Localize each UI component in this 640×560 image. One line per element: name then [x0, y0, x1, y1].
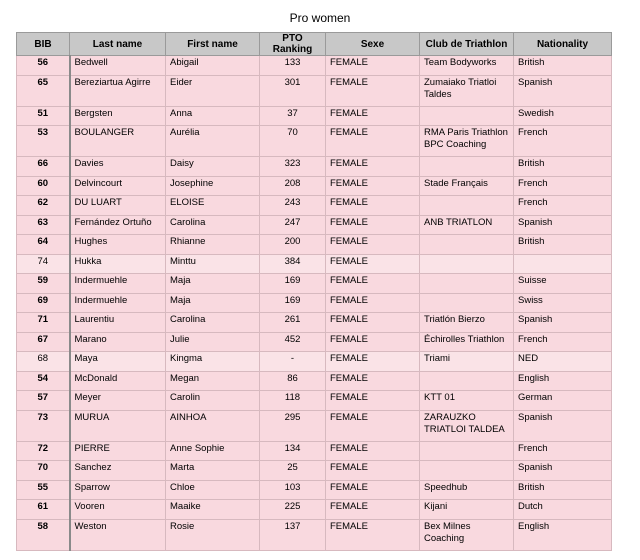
cell-nationality[interactable]: French — [514, 441, 612, 461]
cell-sexe[interactable]: FEMALE — [326, 176, 420, 196]
table-row — [17, 332, 612, 352]
cell-bib[interactable]: 68 — [17, 352, 70, 372]
cell-pto-ranking[interactable]: 295 — [260, 410, 326, 441]
cell-club[interactable]: Kijani — [420, 500, 514, 520]
cell-first-name[interactable]: Aurélia — [166, 126, 260, 157]
cell-sexe[interactable]: FEMALE — [326, 274, 420, 294]
cell-last-name[interactable]: Sparrow — [70, 480, 166, 500]
cell-club[interactable]: RMA Paris Triathlon BPC Coaching — [420, 126, 514, 157]
cell-club[interactable]: Team Bodyworks — [420, 56, 514, 76]
cell-nationality[interactable] — [514, 254, 612, 274]
cell-first-name[interactable]: Carolina — [166, 215, 260, 235]
cell-club[interactable] — [420, 293, 514, 313]
cell-sexe[interactable]: FEMALE — [326, 293, 420, 313]
cell-sexe[interactable]: FEMALE — [326, 461, 420, 481]
cell-first-name[interactable]: Maja — [166, 293, 260, 313]
cell-last-name[interactable]: Vooren — [70, 500, 166, 520]
cell-sexe[interactable]: FEMALE — [326, 313, 420, 333]
cell-pto-ranking[interactable]: 384 — [260, 254, 326, 274]
table-row — [17, 176, 612, 196]
cell-club[interactable] — [420, 274, 514, 294]
cell-last-name[interactable]: Davies — [70, 157, 166, 177]
cell-first-name[interactable]: Anne Sophie — [166, 441, 260, 461]
cell-last-name[interactable]: BOULANGER — [70, 126, 166, 157]
cell-sexe[interactable]: FEMALE — [326, 410, 420, 441]
table-header-row — [17, 33, 612, 56]
cell-first-name[interactable]: Josephine — [166, 176, 260, 196]
cell-bib[interactable]: 54 — [17, 371, 70, 391]
cell-club[interactable]: ZARAUZKO TRIATLOI TALDEA — [420, 410, 514, 441]
cell-nationality[interactable]: French — [514, 196, 612, 216]
cell-first-name[interactable]: AINHOA — [166, 410, 260, 441]
cell-last-name[interactable]: Meyer — [70, 391, 166, 411]
cell-sexe[interactable]: FEMALE — [326, 441, 420, 461]
table-row — [17, 235, 612, 255]
cell-sexe[interactable]: FEMALE — [326, 332, 420, 352]
cell-nationality[interactable]: Dutch — [514, 500, 612, 520]
table-row — [17, 313, 612, 333]
cell-first-name[interactable]: Chloe — [166, 480, 260, 500]
column-header-club[interactable]: Club de Triathlon — [420, 33, 514, 56]
table-row — [17, 274, 612, 294]
column-header-last-name[interactable]: Last name — [70, 33, 166, 56]
table-body — [17, 56, 612, 551]
cell-sexe[interactable]: FEMALE — [326, 126, 420, 157]
cell-bib[interactable]: 70 — [17, 461, 70, 481]
cell-pto-ranking[interactable]: 169 — [260, 293, 326, 313]
cell-sexe[interactable]: FEMALE — [326, 391, 420, 411]
cell-nationality[interactable]: Spanish — [514, 215, 612, 235]
cell-pto-ranking[interactable]: 261 — [260, 313, 326, 333]
cell-pto-ranking[interactable]: 25 — [260, 461, 326, 481]
cell-first-name[interactable]: Daisy — [166, 157, 260, 177]
table-row — [17, 293, 612, 313]
cell-club[interactable] — [420, 254, 514, 274]
cell-pto-ranking[interactable]: 225 — [260, 500, 326, 520]
cell-last-name[interactable]: Weston — [70, 519, 166, 550]
cell-first-name[interactable]: Maja — [166, 274, 260, 294]
cell-sexe[interactable]: FEMALE — [326, 480, 420, 500]
cell-bib[interactable]: 63 — [17, 215, 70, 235]
cell-pto-ranking[interactable]: 243 — [260, 196, 326, 216]
cell-nationality[interactable]: French — [514, 126, 612, 157]
cell-nationality[interactable]: British — [514, 56, 612, 76]
cell-bib[interactable]: 56 — [17, 56, 70, 76]
table-row — [17, 196, 612, 216]
cell-pto-ranking[interactable]: 118 — [260, 391, 326, 411]
cell-club[interactable] — [420, 441, 514, 461]
cell-sexe[interactable]: FEMALE — [326, 56, 420, 76]
cell-bib[interactable]: 61 — [17, 500, 70, 520]
cell-nationality[interactable]: Spanish — [514, 461, 612, 481]
table-row — [17, 371, 612, 391]
cell-club[interactable]: ANB TRIATLON — [420, 215, 514, 235]
cell-last-name[interactable]: Maya — [70, 352, 166, 372]
cell-first-name[interactable]: Megan — [166, 371, 260, 391]
cell-sexe[interactable]: FEMALE — [326, 254, 420, 274]
cell-last-name[interactable]: Hukka — [70, 254, 166, 274]
cell-last-name[interactable]: Laurentiu — [70, 313, 166, 333]
cell-first-name[interactable]: Rhianne — [166, 235, 260, 255]
cell-pto-ranking[interactable]: 37 — [260, 106, 326, 126]
cell-nationality[interactable]: English — [514, 519, 612, 550]
cell-bib[interactable]: 71 — [17, 313, 70, 333]
cell-last-name[interactable]: McDonald — [70, 371, 166, 391]
cell-nationality[interactable]: Spanish — [514, 313, 612, 333]
cell-first-name[interactable]: Carolina — [166, 313, 260, 333]
cell-first-name[interactable]: ELOISE — [166, 196, 260, 216]
cell-nationality[interactable]: NED — [514, 352, 612, 372]
cell-pto-ranking[interactable]: 70 — [260, 126, 326, 157]
cell-last-name[interactable]: DU LUART — [70, 196, 166, 216]
cell-bib[interactable]: 73 — [17, 410, 70, 441]
cell-nationality[interactable]: German — [514, 391, 612, 411]
cell-last-name[interactable]: MURUA — [70, 410, 166, 441]
table-row — [17, 157, 612, 177]
cell-pto-ranking[interactable]: 133 — [260, 56, 326, 76]
cell-last-name[interactable]: Marano — [70, 332, 166, 352]
table-row — [17, 480, 612, 500]
cell-club[interactable] — [420, 371, 514, 391]
cell-club[interactable] — [420, 235, 514, 255]
cell-nationality[interactable]: Swiss — [514, 293, 612, 313]
cell-bib[interactable]: 62 — [17, 196, 70, 216]
cell-club[interactable]: Stade Français — [420, 176, 514, 196]
cell-bib[interactable]: 57 — [17, 391, 70, 411]
cell-pto-ranking[interactable]: 301 — [260, 75, 326, 106]
cell-bib[interactable]: 59 — [17, 274, 70, 294]
cell-bib[interactable]: 53 — [17, 126, 70, 157]
cell-first-name[interactable]: Rosie — [166, 519, 260, 550]
cell-sexe[interactable]: FEMALE — [326, 106, 420, 126]
cell-sexe[interactable]: FEMALE — [326, 235, 420, 255]
table-row — [17, 215, 612, 235]
column-header-pto-ranking[interactable]: PTO Ranking — [260, 33, 326, 56]
cell-bib[interactable]: 65 — [17, 75, 70, 106]
cell-club[interactable]: Bex Milnes Coaching — [420, 519, 514, 550]
cell-nationality[interactable]: Suisse — [514, 274, 612, 294]
cell-club[interactable]: Triatlón Bierzo — [420, 313, 514, 333]
cell-first-name[interactable]: Maaike — [166, 500, 260, 520]
cell-sexe[interactable]: FEMALE — [326, 500, 420, 520]
cell-last-name[interactable]: Indermuehle — [70, 274, 166, 294]
cell-pto-ranking[interactable]: 86 — [260, 371, 326, 391]
cell-nationality[interactable]: Spanish — [514, 75, 612, 106]
cell-bib[interactable]: 66 — [17, 157, 70, 177]
cell-sexe[interactable]: FEMALE — [326, 352, 420, 372]
pro-women-table — [16, 32, 612, 551]
cell-bib[interactable]: 55 — [17, 480, 70, 500]
cell-bib[interactable]: 51 — [17, 106, 70, 126]
cell-nationality[interactable]: British — [514, 480, 612, 500]
cell-pto-ranking[interactable]: 208 — [260, 176, 326, 196]
cell-sexe[interactable]: FEMALE — [326, 196, 420, 216]
cell-first-name[interactable]: Julie — [166, 332, 260, 352]
cell-pto-ranking[interactable]: 200 — [260, 235, 326, 255]
column-header-first-name[interactable]: First name — [166, 33, 260, 56]
cell-sexe[interactable]: FEMALE — [326, 75, 420, 106]
cell-sexe[interactable]: FEMALE — [326, 371, 420, 391]
cell-nationality[interactable]: French — [514, 332, 612, 352]
cell-bib[interactable]: 64 — [17, 235, 70, 255]
cell-club[interactable] — [420, 461, 514, 481]
cell-nationality[interactable]: British — [514, 235, 612, 255]
cell-pto-ranking[interactable]: 103 — [260, 480, 326, 500]
cell-last-name[interactable]: Bergsten — [70, 106, 166, 126]
cell-last-name[interactable]: Hughes — [70, 235, 166, 255]
cell-bib[interactable]: 58 — [17, 519, 70, 550]
cell-first-name[interactable]: Anna — [166, 106, 260, 126]
cell-pto-ranking[interactable]: 452 — [260, 332, 326, 352]
cell-sexe[interactable]: FEMALE — [326, 519, 420, 550]
cell-nationality[interactable]: Swedish — [514, 106, 612, 126]
cell-first-name[interactable]: Abigail — [166, 56, 260, 76]
cell-pto-ranking[interactable]: 247 — [260, 215, 326, 235]
table-row — [17, 410, 612, 441]
table-row — [17, 352, 612, 372]
table-row — [17, 106, 612, 126]
cell-last-name[interactable]: PIERRE — [70, 441, 166, 461]
table-row — [17, 75, 612, 106]
cell-bib[interactable]: 69 — [17, 293, 70, 313]
table-row — [17, 391, 612, 411]
cell-bib[interactable]: 74 — [17, 254, 70, 274]
table-row — [17, 56, 612, 76]
cell-first-name[interactable]: Minttu — [166, 254, 260, 274]
cell-pto-ranking[interactable]: - — [260, 352, 326, 372]
cell-pto-ranking[interactable]: 134 — [260, 441, 326, 461]
column-header-nationality[interactable]: Nationality — [514, 33, 612, 56]
cell-first-name[interactable]: Kingma — [166, 352, 260, 372]
table-row — [17, 500, 612, 520]
cell-club[interactable] — [420, 106, 514, 126]
cell-last-name[interactable]: Indermuehle — [70, 293, 166, 313]
table-row — [17, 126, 612, 157]
cell-first-name[interactable]: Carolin — [166, 391, 260, 411]
cell-last-name[interactable]: Delvincourt — [70, 176, 166, 196]
cell-last-name[interactable]: Bereziartua Agirre — [70, 75, 166, 106]
table-row — [17, 254, 612, 274]
cell-bib[interactable]: 60 — [17, 176, 70, 196]
cell-first-name[interactable]: Marta — [166, 461, 260, 481]
cell-sexe[interactable]: FEMALE — [326, 157, 420, 177]
column-header-bib[interactable]: BIB — [17, 33, 70, 56]
page-title: Pro women — [289, 11, 351, 25]
cell-pto-ranking[interactable]: 169 — [260, 274, 326, 294]
cell-club[interactable] — [420, 196, 514, 216]
cell-sexe[interactable]: FEMALE — [326, 215, 420, 235]
cell-last-name[interactable]: Fernández Ortuño — [70, 215, 166, 235]
cell-club[interactable]: Triami — [420, 352, 514, 372]
cell-pto-ranking[interactable]: 137 — [260, 519, 326, 550]
cell-club[interactable] — [420, 157, 514, 177]
cell-club[interactable]: Zumaiako Triatloi Taldes — [420, 75, 514, 106]
cell-last-name[interactable]: Sanchez — [70, 461, 166, 481]
cell-pto-ranking[interactable]: 323 — [260, 157, 326, 177]
table-row — [17, 441, 612, 461]
cell-club[interactable]: Speedhub — [420, 480, 514, 500]
table-row — [17, 519, 612, 550]
cell-bib[interactable]: 67 — [17, 332, 70, 352]
table-row — [17, 461, 612, 481]
cell-nationality[interactable]: French — [514, 176, 612, 196]
cell-last-name[interactable]: Bedwell — [70, 56, 166, 76]
cell-club[interactable]: Échirolles Triathlon — [420, 332, 514, 352]
cell-nationality[interactable]: English — [514, 371, 612, 391]
cell-club[interactable]: KTT 01 — [420, 391, 514, 411]
cell-nationality[interactable]: British — [514, 157, 612, 177]
cell-nationality[interactable]: Spanish — [514, 410, 612, 441]
column-header-sexe[interactable]: Sexe — [326, 33, 420, 56]
cell-first-name[interactable]: Eider — [166, 75, 260, 106]
cell-bib[interactable]: 72 — [17, 441, 70, 461]
